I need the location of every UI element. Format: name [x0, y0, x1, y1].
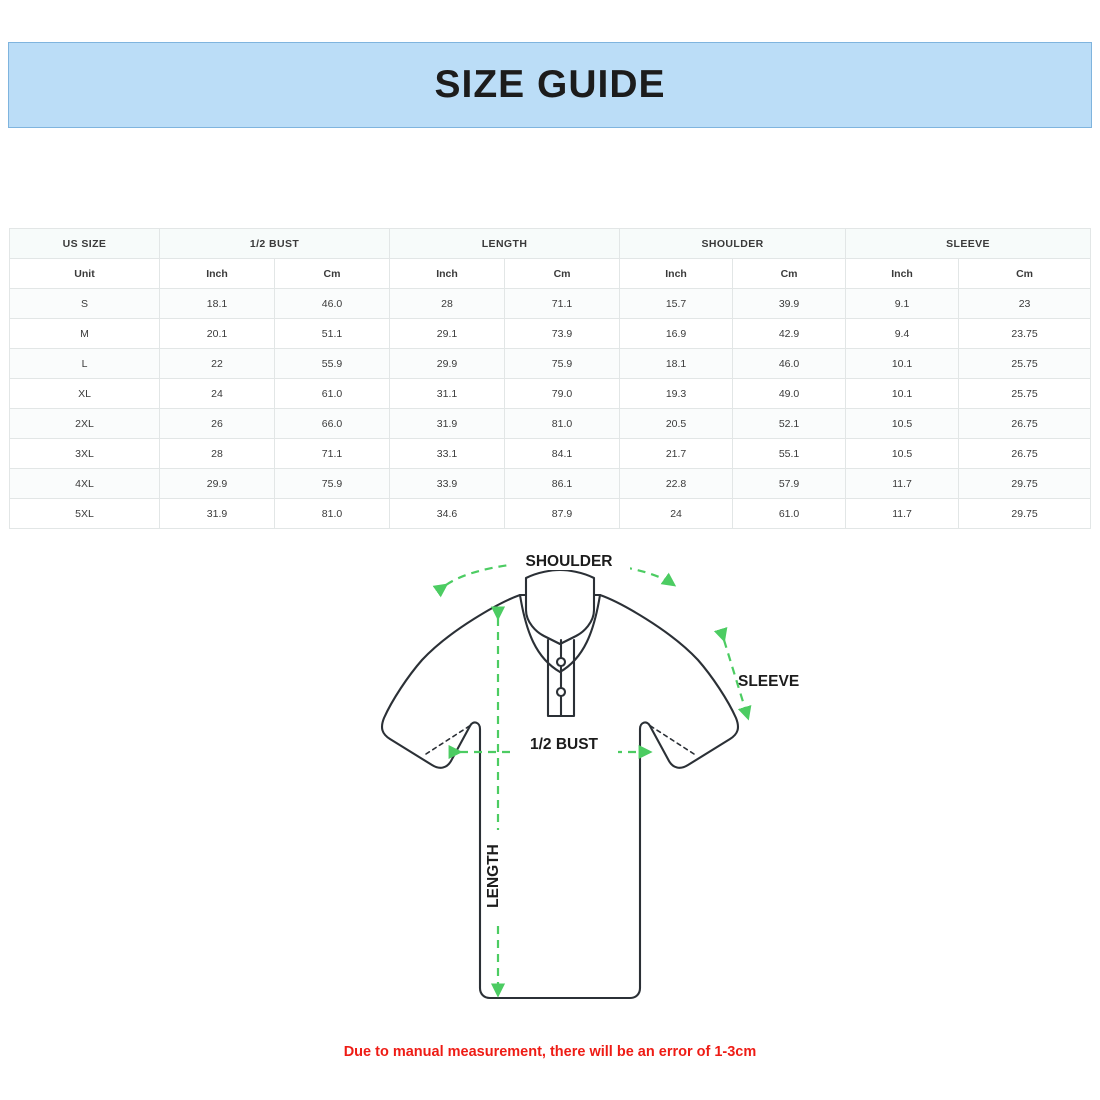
- cell-bust-inch: 20.1: [160, 319, 275, 349]
- table-body: [10, 289, 1091, 529]
- cell-bust-inch: 24: [160, 379, 275, 409]
- cell-bust-cm: 71.1: [275, 439, 390, 469]
- cell-sleeve-inch: 10.5: [846, 439, 959, 469]
- cell-bust-inch: 31.9: [160, 499, 275, 529]
- unit-header-sleeve-cm: Cm: [959, 259, 1091, 289]
- unit-header-shoulder-cm: Cm: [733, 259, 846, 289]
- cell-sleeve-cm: 25.75: [959, 349, 1091, 379]
- cell-bust-cm: 61.0: [275, 379, 390, 409]
- cell-shoulder-cm: 57.9: [733, 469, 846, 499]
- cell-sleeve-cm: 26.75: [959, 439, 1091, 469]
- cell-size: L: [10, 349, 160, 379]
- cell-length-inch: 33.9: [390, 469, 505, 499]
- cell-sleeve-cm: 26.75: [959, 409, 1091, 439]
- cell-shoulder-inch: 16.9: [620, 319, 733, 349]
- cell-length-cm: 87.9: [505, 499, 620, 529]
- cell-shoulder-cm: 49.0: [733, 379, 846, 409]
- table-row: [10, 319, 1091, 349]
- cell-bust-inch: 28: [160, 439, 275, 469]
- cell-size: 3XL: [10, 439, 160, 469]
- unit-header-length-cm: Cm: [505, 259, 620, 289]
- unit-header-bust-inch: Inch: [160, 259, 275, 289]
- cell-sleeve-cm: 29.75: [959, 469, 1091, 499]
- cell-bust-inch: 26: [160, 409, 275, 439]
- cell-shoulder-cm: 55.1: [733, 439, 846, 469]
- cell-bust-inch: 29.9: [160, 469, 275, 499]
- cell-bust-inch: 22: [160, 349, 275, 379]
- cell-length-inch: 29.1: [390, 319, 505, 349]
- cell-sleeve-inch: 10.1: [846, 349, 959, 379]
- table-row: [10, 379, 1091, 409]
- cell-sleeve-inch: 10.5: [846, 409, 959, 439]
- cell-size: 4XL: [10, 469, 160, 499]
- cell-shoulder-inch: 22.8: [620, 469, 733, 499]
- measurement-diagram: [330, 540, 800, 1030]
- size-guide-banner: [8, 42, 1092, 128]
- cell-sleeve-inch: 9.4: [846, 319, 959, 349]
- size-table-container: [9, 228, 1090, 529]
- cell-shoulder-inch: 21.7: [620, 439, 733, 469]
- cell-bust-cm: 75.9: [275, 469, 390, 499]
- table-row: [10, 409, 1091, 439]
- table-row: [10, 499, 1091, 529]
- cell-size: M: [10, 319, 160, 349]
- cell-length-cm: 75.9: [505, 349, 620, 379]
- cell-shoulder-cm: 39.9: [733, 289, 846, 319]
- group-header-sleeve: SLEEVE: [846, 229, 1091, 259]
- unit-header-shoulder-inch: Inch: [620, 259, 733, 289]
- table-row: [10, 469, 1091, 499]
- cell-bust-cm: 81.0: [275, 499, 390, 529]
- label-shoulder: SHOULDER: [525, 553, 613, 570]
- table-unit-header-row: [10, 259, 1091, 289]
- unit-header-sleeve-inch: Inch: [846, 259, 959, 289]
- cell-shoulder-inch: 18.1: [620, 349, 733, 379]
- polo-shirt-illustration: [382, 570, 738, 998]
- cell-shoulder-cm: 52.1: [733, 409, 846, 439]
- cell-length-inch: 29.9: [390, 349, 505, 379]
- cell-length-cm: 84.1: [505, 439, 620, 469]
- group-header-shoulder: SHOULDER: [620, 229, 846, 259]
- cell-length-cm: 86.1: [505, 469, 620, 499]
- table-group-header-row: [10, 229, 1091, 259]
- group-header-length: LENGTH: [390, 229, 620, 259]
- cell-sleeve-inch: 11.7: [846, 499, 959, 529]
- cell-sleeve-inch: 11.7: [846, 469, 959, 499]
- cell-length-inch: 34.6: [390, 499, 505, 529]
- cell-length-inch: 28: [390, 289, 505, 319]
- cell-bust-cm: 55.9: [275, 349, 390, 379]
- cell-length-inch: 31.1: [390, 379, 505, 409]
- cell-length-cm: 79.0: [505, 379, 620, 409]
- page-title: SIZE GUIDE: [434, 63, 666, 106]
- cell-sleeve-cm: 23.75: [959, 319, 1091, 349]
- label-bust: 1/2 BUST: [529, 736, 599, 753]
- cell-size: 2XL: [10, 409, 160, 439]
- group-header-us-size: US SIZE: [10, 229, 160, 259]
- cell-length-cm: 71.1: [505, 289, 620, 319]
- cell-shoulder-inch: 19.3: [620, 379, 733, 409]
- size-chart-table: [9, 228, 1091, 529]
- measurement-disclaimer: Due to manual measurement, there will be an error of 1-3cm: [343, 1044, 757, 1060]
- cell-shoulder-inch: 20.5: [620, 409, 733, 439]
- cell-length-cm: 81.0: [505, 409, 620, 439]
- cell-shoulder-cm: 61.0: [733, 499, 846, 529]
- unit-header-length-inch: Inch: [390, 259, 505, 289]
- cell-size: S: [10, 289, 160, 319]
- label-sleeve: SLEEVE: [738, 673, 800, 690]
- cell-bust-cm: 66.0: [275, 409, 390, 439]
- unit-header-bust-cm: Cm: [275, 259, 390, 289]
- cell-length-inch: 31.9: [390, 409, 505, 439]
- cell-length-cm: 73.9: [505, 319, 620, 349]
- label-length: LENGTH: [485, 844, 502, 908]
- table-head: [10, 229, 1091, 289]
- cell-sleeve-cm: 25.75: [959, 379, 1091, 409]
- cell-bust-inch: 18.1: [160, 289, 275, 319]
- cell-length-inch: 33.1: [390, 439, 505, 469]
- cell-sleeve-cm: 23: [959, 289, 1091, 319]
- table-row: [10, 349, 1091, 379]
- unit-header-label: Unit: [10, 259, 160, 289]
- cell-sleeve-inch: 9.1: [846, 289, 959, 319]
- cell-shoulder-inch: 15.7: [620, 289, 733, 319]
- cell-shoulder-inch: 24: [620, 499, 733, 529]
- cell-bust-cm: 46.0: [275, 289, 390, 319]
- cell-shoulder-cm: 42.9: [733, 319, 846, 349]
- cell-size: XL: [10, 379, 160, 409]
- cell-shoulder-cm: 46.0: [733, 349, 846, 379]
- cell-bust-cm: 51.1: [275, 319, 390, 349]
- cell-sleeve-cm: 29.75: [959, 499, 1091, 529]
- cell-size: 5XL: [10, 499, 160, 529]
- group-header-bust: 1/2 BUST: [160, 229, 390, 259]
- table-row: [10, 439, 1091, 469]
- table-row: [10, 289, 1091, 319]
- cell-sleeve-inch: 10.1: [846, 379, 959, 409]
